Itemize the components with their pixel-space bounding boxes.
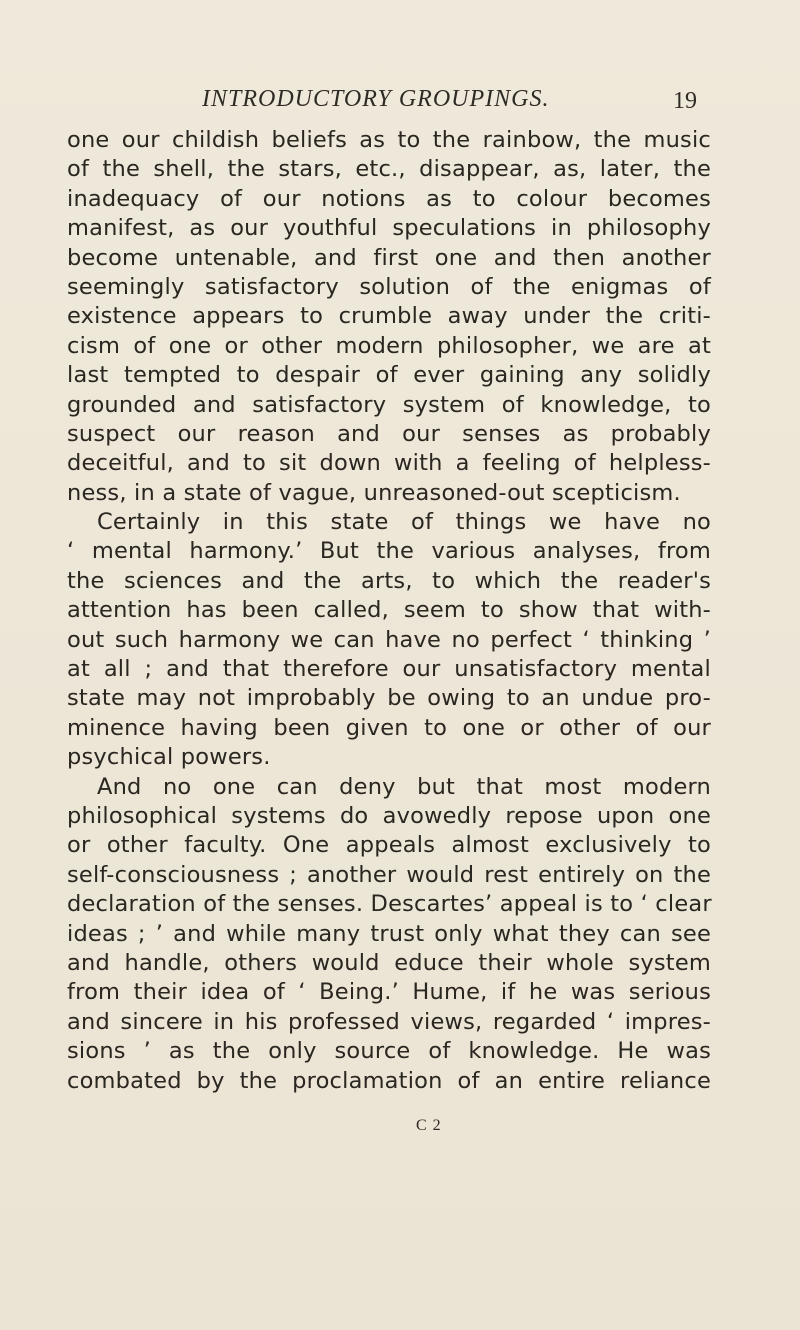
signature-mark: C 2	[416, 1117, 442, 1134]
text-line: out such harmony we can have no perfect ‘ thinking ’	[67, 626, 711, 653]
text-line: ideas ; ’ and while many trust only what they can see	[67, 920, 711, 947]
running-head	[60, 86, 700, 126]
text-line: from their idea of ‘ Being.’ Hume, if he was serious	[67, 979, 711, 1006]
text-line: ness, in a state of vague, unreasoned-out scepticism.	[67, 479, 681, 506]
text-line: combated by the proclamation of an entire reliance	[67, 1067, 711, 1094]
text-line: ‘ mental harmony.’ But the various analyses, from	[67, 538, 711, 565]
text-line: manifest, as our youthful speculations in philosophy	[67, 215, 711, 242]
text-line: state may not improbably be owing to an undue pro-	[67, 685, 711, 712]
text-line: of the shell, the stars, etc., disappear, as, later, the	[67, 156, 711, 183]
text-line: cism of one or other modern philosopher, we are at	[67, 332, 711, 359]
text-line: psychical powers.	[67, 744, 271, 771]
text-line: grounded and satisfactory system of knowledge, to	[67, 391, 711, 418]
text-line: at all ; and that therefore our unsatisfactory mental	[67, 656, 711, 683]
text-line: inadequacy of our notions as to colour becomes	[67, 185, 711, 212]
text-line: Certainly in this state of things we have no	[97, 509, 711, 536]
text-line: suspect our reason and our senses as probably	[67, 420, 711, 447]
text-line: and handle, others would educe their whole system	[67, 949, 711, 976]
text-line: one our childish beliefs as to the rainbow, the music	[67, 127, 711, 153]
text-line: the sciences and the arts, to which the reader's	[67, 567, 711, 594]
text-line: existence appears to crumble away under the criti-	[67, 303, 711, 330]
text-line: seemingly satisfactory solution of the enigmas of	[67, 273, 711, 300]
text-line: or other faculty. One appeals almost exclusively to	[67, 832, 711, 859]
text-line: And no one can deny but that most modern	[97, 773, 711, 800]
text-line: philosophical systems do avowedly repose upon one	[67, 802, 711, 829]
text-line: last tempted to despair of ever gaining any solidly	[67, 362, 711, 389]
running-title: INTRODUCTORY GROUPINGS.	[202, 86, 550, 112]
body-text	[67, 126, 711, 1096]
text-line: become untenable, and first one and then another	[67, 244, 711, 271]
text-line: sions ’ as the only source of knowledge. He was	[67, 1038, 711, 1065]
text-line: declaration of the senses. Descartes’ appeal is to ‘ clear	[67, 891, 712, 918]
text-line: and sincere in his professed views, regarded ‘ impres-	[67, 1008, 711, 1035]
text-line: self-consciousness ; another would rest entirely on the	[67, 861, 711, 888]
text-line: minence having been given to one or other of our	[67, 714, 711, 741]
page-number: 19	[673, 88, 697, 114]
text-line: deceitful, and to sit down with a feeling of helpless-	[67, 450, 711, 477]
text-line: attention has been called, seem to show that with-	[67, 597, 711, 624]
